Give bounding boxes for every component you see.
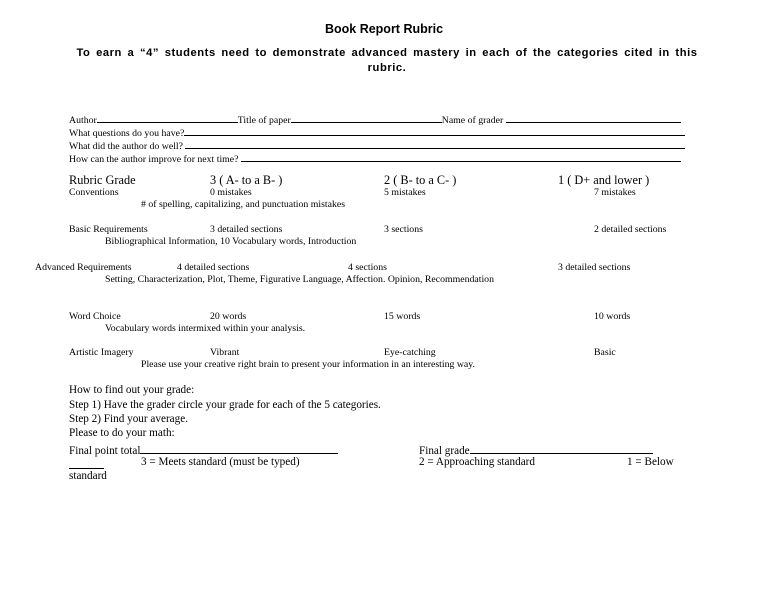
rubric-row-note: Bibliographical Information, 10 Vocabulary words, Introduction	[105, 236, 357, 247]
rubric-grade-label: Rubric Grade	[69, 173, 136, 187]
rubric-row-note: Setting, Characterization, Plot, Theme, Figurative Language, Affection. Opinion, Recommendation	[105, 274, 494, 285]
final-point-total-field[interactable]	[140, 441, 338, 454]
blank-underline[interactable]	[69, 468, 104, 469]
rubric-row-value-2: 5 mistakes	[384, 187, 426, 198]
instructions-step-2: Step 2) Find your average.	[69, 413, 188, 425]
instructions-heading: How to find out your grade:	[69, 384, 195, 396]
rubric-row-note: Vocabulary words intermixed within your analysis.	[105, 323, 306, 334]
rubric-row-category: Advanced Requirements	[35, 262, 132, 273]
rubric-row-value-1: 10 words	[594, 311, 631, 322]
final-point-total-label: Final point total	[69, 445, 141, 457]
instructions-math: Please to do your math:	[69, 427, 175, 439]
final-grade-label: Final grade	[419, 445, 470, 457]
rubric-row-value-1: Basic	[594, 347, 616, 358]
page-subtitle: To earn a “4” students need to demonstrate advanced mastery in each of the categories cited in this rubric.	[76, 47, 698, 74]
improve-label: How can the author improve for next time?	[69, 154, 239, 165]
did-well-label: What did the author do well?	[69, 141, 183, 152]
questions-label: What questions do you have?	[69, 128, 185, 139]
approaching-standard-text: 2 = Approaching standard	[419, 456, 535, 468]
rubric-row-value-3: Vibrant	[210, 347, 240, 358]
rubric-row-category: Conventions	[69, 187, 119, 198]
improve-line	[69, 150, 681, 165]
final-point-total-line	[69, 441, 338, 457]
rubric-row-value-2: Eye-catching	[384, 347, 436, 358]
rubric-row-value-3: 4 detailed sections	[177, 262, 250, 273]
meets-standard-text: 3 = Meets standard (must be typed)	[141, 456, 300, 468]
final-grade-field[interactable]	[470, 441, 653, 454]
rubric-col3-header: 3 ( A- to a B- )	[210, 173, 283, 187]
below-standard-continued: standard	[69, 470, 107, 482]
rubric-row-category: Basic Requirements	[69, 224, 148, 235]
rubric-col2-header: 2 ( B- to a C- )	[384, 173, 457, 187]
improve-field[interactable]	[241, 150, 681, 162]
author-field[interactable]	[97, 111, 238, 123]
page-title: Book Report Rubric	[324, 22, 444, 36]
did-well-field[interactable]	[185, 137, 685, 149]
rubric-row-note: Please use your creative right brain to present your information in an interesting way.	[141, 359, 475, 370]
rubric-row-value-2: 3 sections	[384, 224, 423, 235]
rubric-row-value-2: 4 sections	[348, 262, 387, 273]
rubric-row-category: Artistic Imagery	[69, 347, 134, 358]
name-of-grader-label: Name of grader	[441, 115, 504, 126]
rubric-row-value-3: 20 words	[210, 311, 247, 322]
author-label: Author	[69, 115, 97, 126]
instructions-step-1: Step 1) Have the grader circle your grade for each of the 5 categories.	[69, 399, 381, 411]
questions-field[interactable]	[184, 124, 685, 136]
rubric-row-value-1: 2 detailed sections	[594, 224, 667, 235]
rubric-col1-header: 1 ( D+ and lower )	[558, 173, 650, 187]
rubric-row-value-1: 7 mistakes	[594, 187, 636, 198]
title-of-paper-field[interactable]	[291, 111, 442, 123]
final-grade-line	[419, 441, 653, 457]
name-of-grader-field[interactable]	[506, 111, 681, 123]
title-of-paper-label: Title of paper	[237, 115, 291, 126]
rubric-row-value-3: 3 detailed sections	[210, 224, 283, 235]
rubric-row-category: Word Choice	[69, 311, 121, 322]
rubric-row-value-2: 15 words	[384, 311, 421, 322]
rubric-row-value-3: 0 mistakes	[210, 187, 252, 198]
below-standard-text: 1 = Below	[627, 456, 674, 468]
rubric-row-note: # of spelling, capitalizing, and punctuation mistakes	[141, 199, 346, 210]
rubric-row-value-1: 3 detailed sections	[558, 262, 631, 273]
